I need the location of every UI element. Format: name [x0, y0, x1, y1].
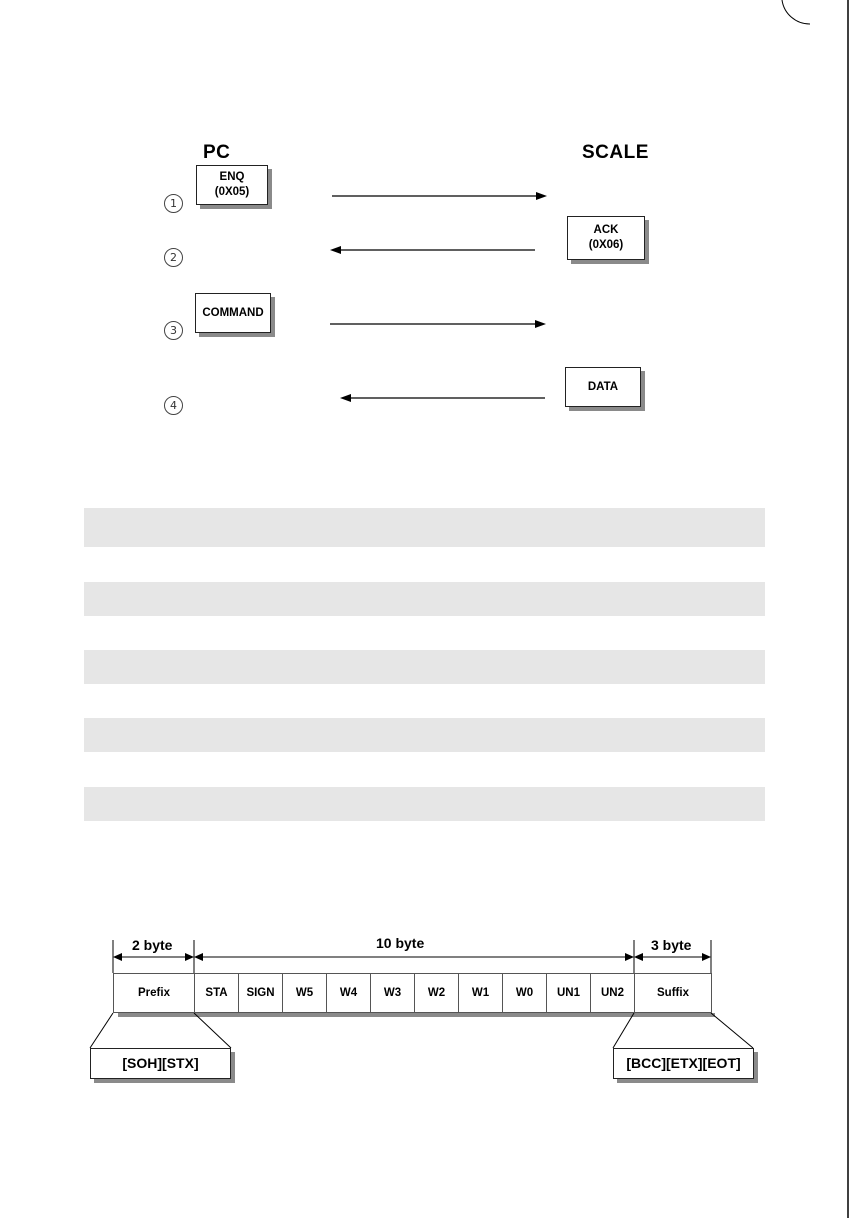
ack-code: (0X06)	[588, 239, 624, 251]
prefix-detail-callout: [SOH][STX]	[90, 1048, 231, 1079]
enq-code: (0X05)	[214, 186, 250, 198]
step-marker-3: 3	[164, 321, 183, 340]
frame-cell-sta: STA	[194, 973, 239, 1013]
arrowhead	[702, 953, 711, 961]
command-label: COMMAND	[202, 306, 264, 319]
frame-cell-w3: W3	[370, 973, 415, 1013]
arrowhead	[634, 953, 643, 961]
prefix-span-label: 2 byte	[132, 937, 173, 953]
prefix-callout-line	[194, 1013, 231, 1048]
data-span-label: 10 byte	[376, 935, 425, 951]
frame-cell-w5: W5	[282, 973, 327, 1013]
step-marker-4: 4	[164, 396, 183, 415]
ack-label: ACK	[593, 224, 619, 236]
data-label: DATA	[587, 380, 619, 393]
frame-cell-un2: UN2	[590, 973, 635, 1013]
scale-label: SCALE	[582, 142, 649, 163]
frame-cell-sign: SIGN	[238, 973, 283, 1013]
enq-label: ENQ	[219, 171, 245, 183]
frame-cell-w4: W4	[326, 973, 371, 1013]
suffix-callout-line	[711, 1013, 753, 1048]
frame-shadow	[118, 1013, 715, 1017]
frame-cell-w2: W2	[414, 973, 459, 1013]
suffix-span-label: 3 byte	[651, 937, 692, 953]
prefix-callout-line	[90, 1013, 113, 1048]
arrowhead	[113, 953, 122, 961]
suffix-callout-line	[613, 1013, 634, 1048]
frame-cell-suffix: Suffix	[634, 973, 712, 1013]
pc-label: PC	[203, 142, 231, 163]
step-marker-1: 1	[164, 194, 183, 213]
frame-cell-prefix: Prefix	[113, 973, 195, 1013]
arrowhead	[185, 953, 194, 961]
frame-cell-w1: W1	[458, 973, 503, 1013]
suffix-detail-callout: [BCC][ETX][EOT]	[613, 1048, 754, 1079]
arrowhead	[194, 953, 203, 961]
frame-cell-w0: W0	[502, 973, 547, 1013]
frame-cell-un1: UN1	[546, 973, 591, 1013]
arrowhead	[625, 953, 634, 961]
step-marker-2: 2	[164, 248, 183, 267]
